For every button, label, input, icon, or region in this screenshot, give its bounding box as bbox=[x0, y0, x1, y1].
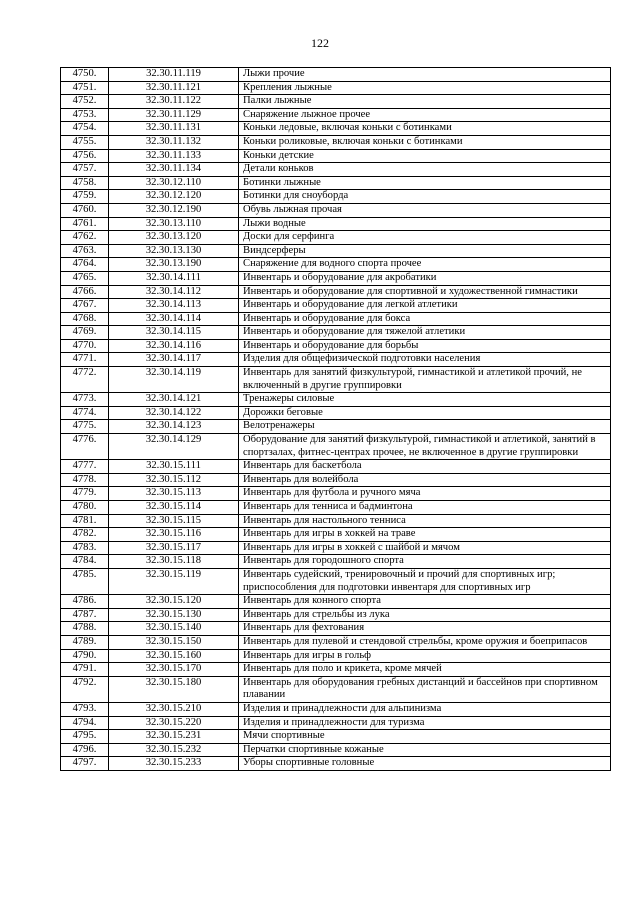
product-name: Снаряжение для водного спорта прочее bbox=[239, 258, 611, 272]
product-name: Инвентарь для баскетбола bbox=[239, 460, 611, 474]
product-name: Инвентарь для поло и крикета, кроме мячей bbox=[239, 663, 611, 677]
product-code: 32.30.14.113 bbox=[109, 299, 239, 313]
product-code: 32.30.13.190 bbox=[109, 258, 239, 272]
row-number: 4750. bbox=[61, 68, 109, 82]
table-row bbox=[61, 716, 611, 730]
product-name: Инвентарь для пулевой и стендовой стрельбы, кроме оружия и боеприпасов bbox=[239, 635, 611, 649]
product-code: 32.30.15.112 bbox=[109, 473, 239, 487]
product-code: 32.30.15.130 bbox=[109, 608, 239, 622]
row-number: 4774. bbox=[61, 406, 109, 420]
product-name: Перчатки спортивные кожаные bbox=[239, 743, 611, 757]
product-name: Коньки ледовые, включая коньки с ботинками bbox=[239, 122, 611, 136]
row-number: 4793. bbox=[61, 702, 109, 716]
product-name: Инвентарь для фехтования bbox=[239, 622, 611, 636]
table-row bbox=[61, 353, 611, 367]
product-name: Доски для серфинга bbox=[239, 231, 611, 245]
product-name: Инвентарь и оборудование для спортивной и художественной гимнастики bbox=[239, 285, 611, 299]
table-row bbox=[61, 676, 611, 702]
product-name: Уборы спортивные головные bbox=[239, 757, 611, 771]
table-row bbox=[61, 460, 611, 474]
product-code: 32.30.15.116 bbox=[109, 528, 239, 542]
row-number: 4754. bbox=[61, 122, 109, 136]
table-row bbox=[61, 149, 611, 163]
table-row bbox=[61, 312, 611, 326]
product-name: Дорожки беговые bbox=[239, 406, 611, 420]
table-row bbox=[61, 258, 611, 272]
row-number: 4769. bbox=[61, 326, 109, 340]
product-code: 32.30.14.119 bbox=[109, 367, 239, 393]
table-row bbox=[61, 514, 611, 528]
table-row bbox=[61, 487, 611, 501]
product-code: 32.30.15.220 bbox=[109, 716, 239, 730]
table-row bbox=[61, 217, 611, 231]
product-code: 32.30.11.133 bbox=[109, 149, 239, 163]
row-number: 4788. bbox=[61, 622, 109, 636]
product-name: Лыжи водные bbox=[239, 217, 611, 231]
table-row bbox=[61, 649, 611, 663]
product-code: 32.30.14.121 bbox=[109, 393, 239, 407]
table-row bbox=[61, 757, 611, 771]
product-name: Инвентарь судейский, тренировочный и прочий для спортивных игр; приспособления для подготовки инвентаря для спортивных игр bbox=[239, 568, 611, 594]
product-code-table bbox=[60, 67, 611, 771]
product-code: 32.30.15.210 bbox=[109, 702, 239, 716]
product-name: Инвентарь для городошного спорта bbox=[239, 555, 611, 569]
product-code: 32.30.15.111 bbox=[109, 460, 239, 474]
product-code: 32.30.15.118 bbox=[109, 555, 239, 569]
table-row bbox=[61, 420, 611, 434]
row-number: 4782. bbox=[61, 528, 109, 542]
product-code: 32.30.14.111 bbox=[109, 271, 239, 285]
product-code: 32.30.11.121 bbox=[109, 81, 239, 95]
row-number: 4789. bbox=[61, 635, 109, 649]
row-number: 4797. bbox=[61, 757, 109, 771]
table-row bbox=[61, 663, 611, 677]
row-number: 4753. bbox=[61, 108, 109, 122]
product-code: 32.30.14.122 bbox=[109, 406, 239, 420]
product-name: Инвентарь для оборудования гребных дистанций и бассейнов при спортивном плавании bbox=[239, 676, 611, 702]
product-name: Инвентарь для волейбола bbox=[239, 473, 611, 487]
product-name: Коньки роликовые, включая коньки с ботинками bbox=[239, 135, 611, 149]
row-number: 4792. bbox=[61, 676, 109, 702]
row-number: 4763. bbox=[61, 244, 109, 258]
product-code: 32.30.13.130 bbox=[109, 244, 239, 258]
product-code: 32.30.15.233 bbox=[109, 757, 239, 771]
table-row bbox=[61, 231, 611, 245]
product-code: 32.30.14.114 bbox=[109, 312, 239, 326]
product-code: 32.30.15.117 bbox=[109, 541, 239, 555]
table-row bbox=[61, 434, 611, 460]
product-name: Инвентарь и оборудование для борьбы bbox=[239, 339, 611, 353]
product-name: Инвентарь для игры в гольф bbox=[239, 649, 611, 663]
product-name: Ботинки лыжные bbox=[239, 176, 611, 190]
table-row bbox=[61, 108, 611, 122]
table-row bbox=[61, 68, 611, 82]
product-name: Инвентарь для тенниса и бадминтона bbox=[239, 501, 611, 515]
product-code: 32.30.12.120 bbox=[109, 190, 239, 204]
product-code: 32.30.15.113 bbox=[109, 487, 239, 501]
table-row bbox=[61, 339, 611, 353]
table-row bbox=[61, 702, 611, 716]
product-name: Инвентарь и оборудование для тяжелой атлетики bbox=[239, 326, 611, 340]
product-name: Мячи спортивные bbox=[239, 730, 611, 744]
product-code: 32.30.15.120 bbox=[109, 595, 239, 609]
product-name: Инвентарь и оборудование для легкой атлетики bbox=[239, 299, 611, 313]
table-row bbox=[61, 285, 611, 299]
row-number: 4776. bbox=[61, 434, 109, 460]
product-code: 32.30.15.160 bbox=[109, 649, 239, 663]
table-row bbox=[61, 730, 611, 744]
table-row bbox=[61, 743, 611, 757]
product-code: 32.30.15.150 bbox=[109, 635, 239, 649]
row-number: 4771. bbox=[61, 353, 109, 367]
table-row bbox=[61, 568, 611, 594]
table-row bbox=[61, 122, 611, 136]
product-name: Обувь лыжная прочая bbox=[239, 203, 611, 217]
product-name: Снаряжение лыжное прочее bbox=[239, 108, 611, 122]
product-code: 32.30.12.190 bbox=[109, 203, 239, 217]
product-code: 32.30.12.110 bbox=[109, 176, 239, 190]
row-number: 4784. bbox=[61, 555, 109, 569]
table-row bbox=[61, 81, 611, 95]
row-number: 4760. bbox=[61, 203, 109, 217]
table-row bbox=[61, 608, 611, 622]
product-name: Изделия и принадлежности для альпинизма bbox=[239, 702, 611, 716]
product-name: Ботинки для сноуборда bbox=[239, 190, 611, 204]
row-number: 4783. bbox=[61, 541, 109, 555]
table-row bbox=[61, 367, 611, 393]
row-number: 4755. bbox=[61, 135, 109, 149]
product-name: Инвентарь для конного спорта bbox=[239, 595, 611, 609]
row-number: 4794. bbox=[61, 716, 109, 730]
row-number: 4757. bbox=[61, 163, 109, 177]
product-name: Инвентарь для занятий физкультурой, гимнастикой и атлетикой прочий, не включенный в другие группировки bbox=[239, 367, 611, 393]
product-code: 32.30.15.140 bbox=[109, 622, 239, 636]
table-row bbox=[61, 176, 611, 190]
product-code: 32.30.14.115 bbox=[109, 326, 239, 340]
product-name: Палки лыжные bbox=[239, 95, 611, 109]
product-code: 32.30.15.232 bbox=[109, 743, 239, 757]
table-row bbox=[61, 501, 611, 515]
row-number: 4773. bbox=[61, 393, 109, 407]
table-body bbox=[61, 68, 611, 771]
product-name: Коньки детские bbox=[239, 149, 611, 163]
table-row bbox=[61, 393, 611, 407]
product-name: Оборудование для занятий физкультурой, гимнастикой и атлетикой, занятий в спортзалах, фитнес-центрах прочее, не включенное в другие группировки bbox=[239, 434, 611, 460]
row-number: 4762. bbox=[61, 231, 109, 245]
product-name: Инвентарь для игры в хоккей с шайбой и мячом bbox=[239, 541, 611, 555]
row-number: 4768. bbox=[61, 312, 109, 326]
product-code: 32.30.15.114 bbox=[109, 501, 239, 515]
product-name: Лыжи прочие bbox=[239, 68, 611, 82]
row-number: 4777. bbox=[61, 460, 109, 474]
product-code: 32.30.14.112 bbox=[109, 285, 239, 299]
row-number: 4791. bbox=[61, 663, 109, 677]
product-name: Детали коньков bbox=[239, 163, 611, 177]
product-name: Инвентарь для игры в хоккей на траве bbox=[239, 528, 611, 542]
table-row bbox=[61, 528, 611, 542]
product-code: 32.30.14.129 bbox=[109, 434, 239, 460]
row-number: 4787. bbox=[61, 608, 109, 622]
row-number: 4778. bbox=[61, 473, 109, 487]
table-row bbox=[61, 244, 611, 258]
product-code: 32.30.14.123 bbox=[109, 420, 239, 434]
table-row bbox=[61, 299, 611, 313]
table-row bbox=[61, 622, 611, 636]
table-row bbox=[61, 271, 611, 285]
row-number: 4786. bbox=[61, 595, 109, 609]
product-name: Изделия для общефизической подготовки населения bbox=[239, 353, 611, 367]
table-row bbox=[61, 541, 611, 555]
product-code: 32.30.15.115 bbox=[109, 514, 239, 528]
product-code: 32.30.15.231 bbox=[109, 730, 239, 744]
product-name: Виндсерферы bbox=[239, 244, 611, 258]
table-row bbox=[61, 555, 611, 569]
product-code: 32.30.15.119 bbox=[109, 568, 239, 594]
row-number: 4795. bbox=[61, 730, 109, 744]
table-row bbox=[61, 406, 611, 420]
row-number: 4765. bbox=[61, 271, 109, 285]
product-code: 32.30.11.134 bbox=[109, 163, 239, 177]
product-code: 32.30.15.170 bbox=[109, 663, 239, 677]
table-row bbox=[61, 473, 611, 487]
product-name: Велотренажеры bbox=[239, 420, 611, 434]
page-number: 122 bbox=[311, 36, 329, 50]
product-code: 32.30.11.119 bbox=[109, 68, 239, 82]
product-code: 32.30.11.122 bbox=[109, 95, 239, 109]
table-row bbox=[61, 203, 611, 217]
row-number: 4785. bbox=[61, 568, 109, 594]
row-number: 4796. bbox=[61, 743, 109, 757]
product-code: 32.30.15.180 bbox=[109, 676, 239, 702]
product-code: 32.30.14.116 bbox=[109, 339, 239, 353]
row-number: 4790. bbox=[61, 649, 109, 663]
row-number: 4781. bbox=[61, 514, 109, 528]
table-row bbox=[61, 595, 611, 609]
table-row bbox=[61, 635, 611, 649]
row-number: 4767. bbox=[61, 299, 109, 313]
product-name: Тренажеры силовые bbox=[239, 393, 611, 407]
row-number: 4752. bbox=[61, 95, 109, 109]
table-row bbox=[61, 95, 611, 109]
product-name: Инвентарь для настольного тенниса bbox=[239, 514, 611, 528]
product-name: Изделия и принадлежности для туризма bbox=[239, 716, 611, 730]
row-number: 4751. bbox=[61, 81, 109, 95]
table-row bbox=[61, 163, 611, 177]
row-number: 4775. bbox=[61, 420, 109, 434]
product-name: Инвентарь и оборудование для бокса bbox=[239, 312, 611, 326]
table-row bbox=[61, 326, 611, 340]
row-number: 4766. bbox=[61, 285, 109, 299]
row-number: 4761. bbox=[61, 217, 109, 231]
product-code: 32.30.13.110 bbox=[109, 217, 239, 231]
product-code: 32.30.11.132 bbox=[109, 135, 239, 149]
product-name: Инвентарь и оборудование для акробатики bbox=[239, 271, 611, 285]
table-row bbox=[61, 135, 611, 149]
product-code: 32.30.14.117 bbox=[109, 353, 239, 367]
row-number: 4764. bbox=[61, 258, 109, 272]
product-name: Инвентарь для стрельбы из лука bbox=[239, 608, 611, 622]
product-code: 32.30.13.120 bbox=[109, 231, 239, 245]
row-number: 4759. bbox=[61, 190, 109, 204]
table-row bbox=[61, 190, 611, 204]
product-name: Инвентарь для футбола и ручного мяча bbox=[239, 487, 611, 501]
row-number: 4779. bbox=[61, 487, 109, 501]
product-name: Крепления лыжные bbox=[239, 81, 611, 95]
row-number: 4756. bbox=[61, 149, 109, 163]
product-code: 32.30.11.131 bbox=[109, 122, 239, 136]
row-number: 4770. bbox=[61, 339, 109, 353]
product-code: 32.30.11.129 bbox=[109, 108, 239, 122]
row-number: 4758. bbox=[61, 176, 109, 190]
row-number: 4772. bbox=[61, 367, 109, 393]
row-number: 4780. bbox=[61, 501, 109, 515]
